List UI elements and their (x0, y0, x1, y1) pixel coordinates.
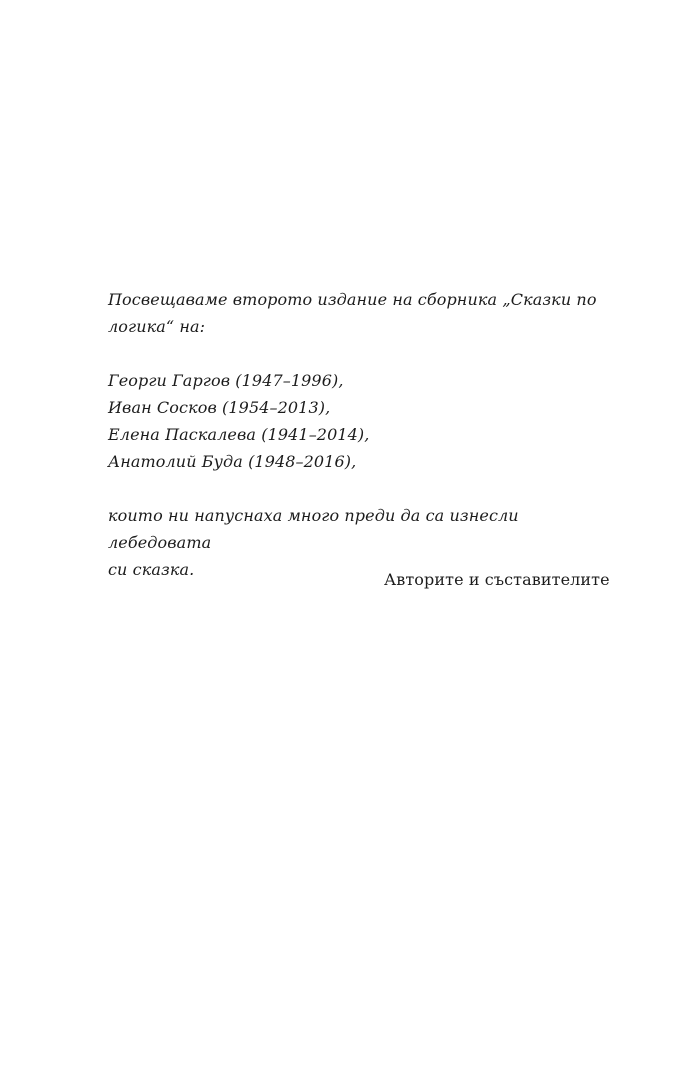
dedication-block (108, 286, 608, 583)
dedication-intro-line-1: Посвещаваме второто издание на сборника „Сказки по (108, 290, 597, 309)
dedicated-name: Иван Сосков (1954–2013), (108, 398, 331, 417)
dedication-closing-line-2: си сказка. (108, 560, 195, 579)
dedication-closing-line-1: които ни напуснаха много преди да са изнесли лебедовата (108, 506, 519, 552)
authors-signature: Авторите и съставителите (384, 570, 610, 589)
dedication-intro-line-2: логика“ на: (108, 317, 206, 336)
dedicated-name: Георги Гаргов (1947–1996), (108, 371, 344, 390)
dedicated-name: Елена Паскалева (1941–2014), (108, 425, 370, 444)
dedication-intro (108, 286, 608, 340)
dedicated-name: Анатолий Буда (1948–2016), (108, 452, 357, 471)
dedicated-names-list (108, 367, 608, 475)
